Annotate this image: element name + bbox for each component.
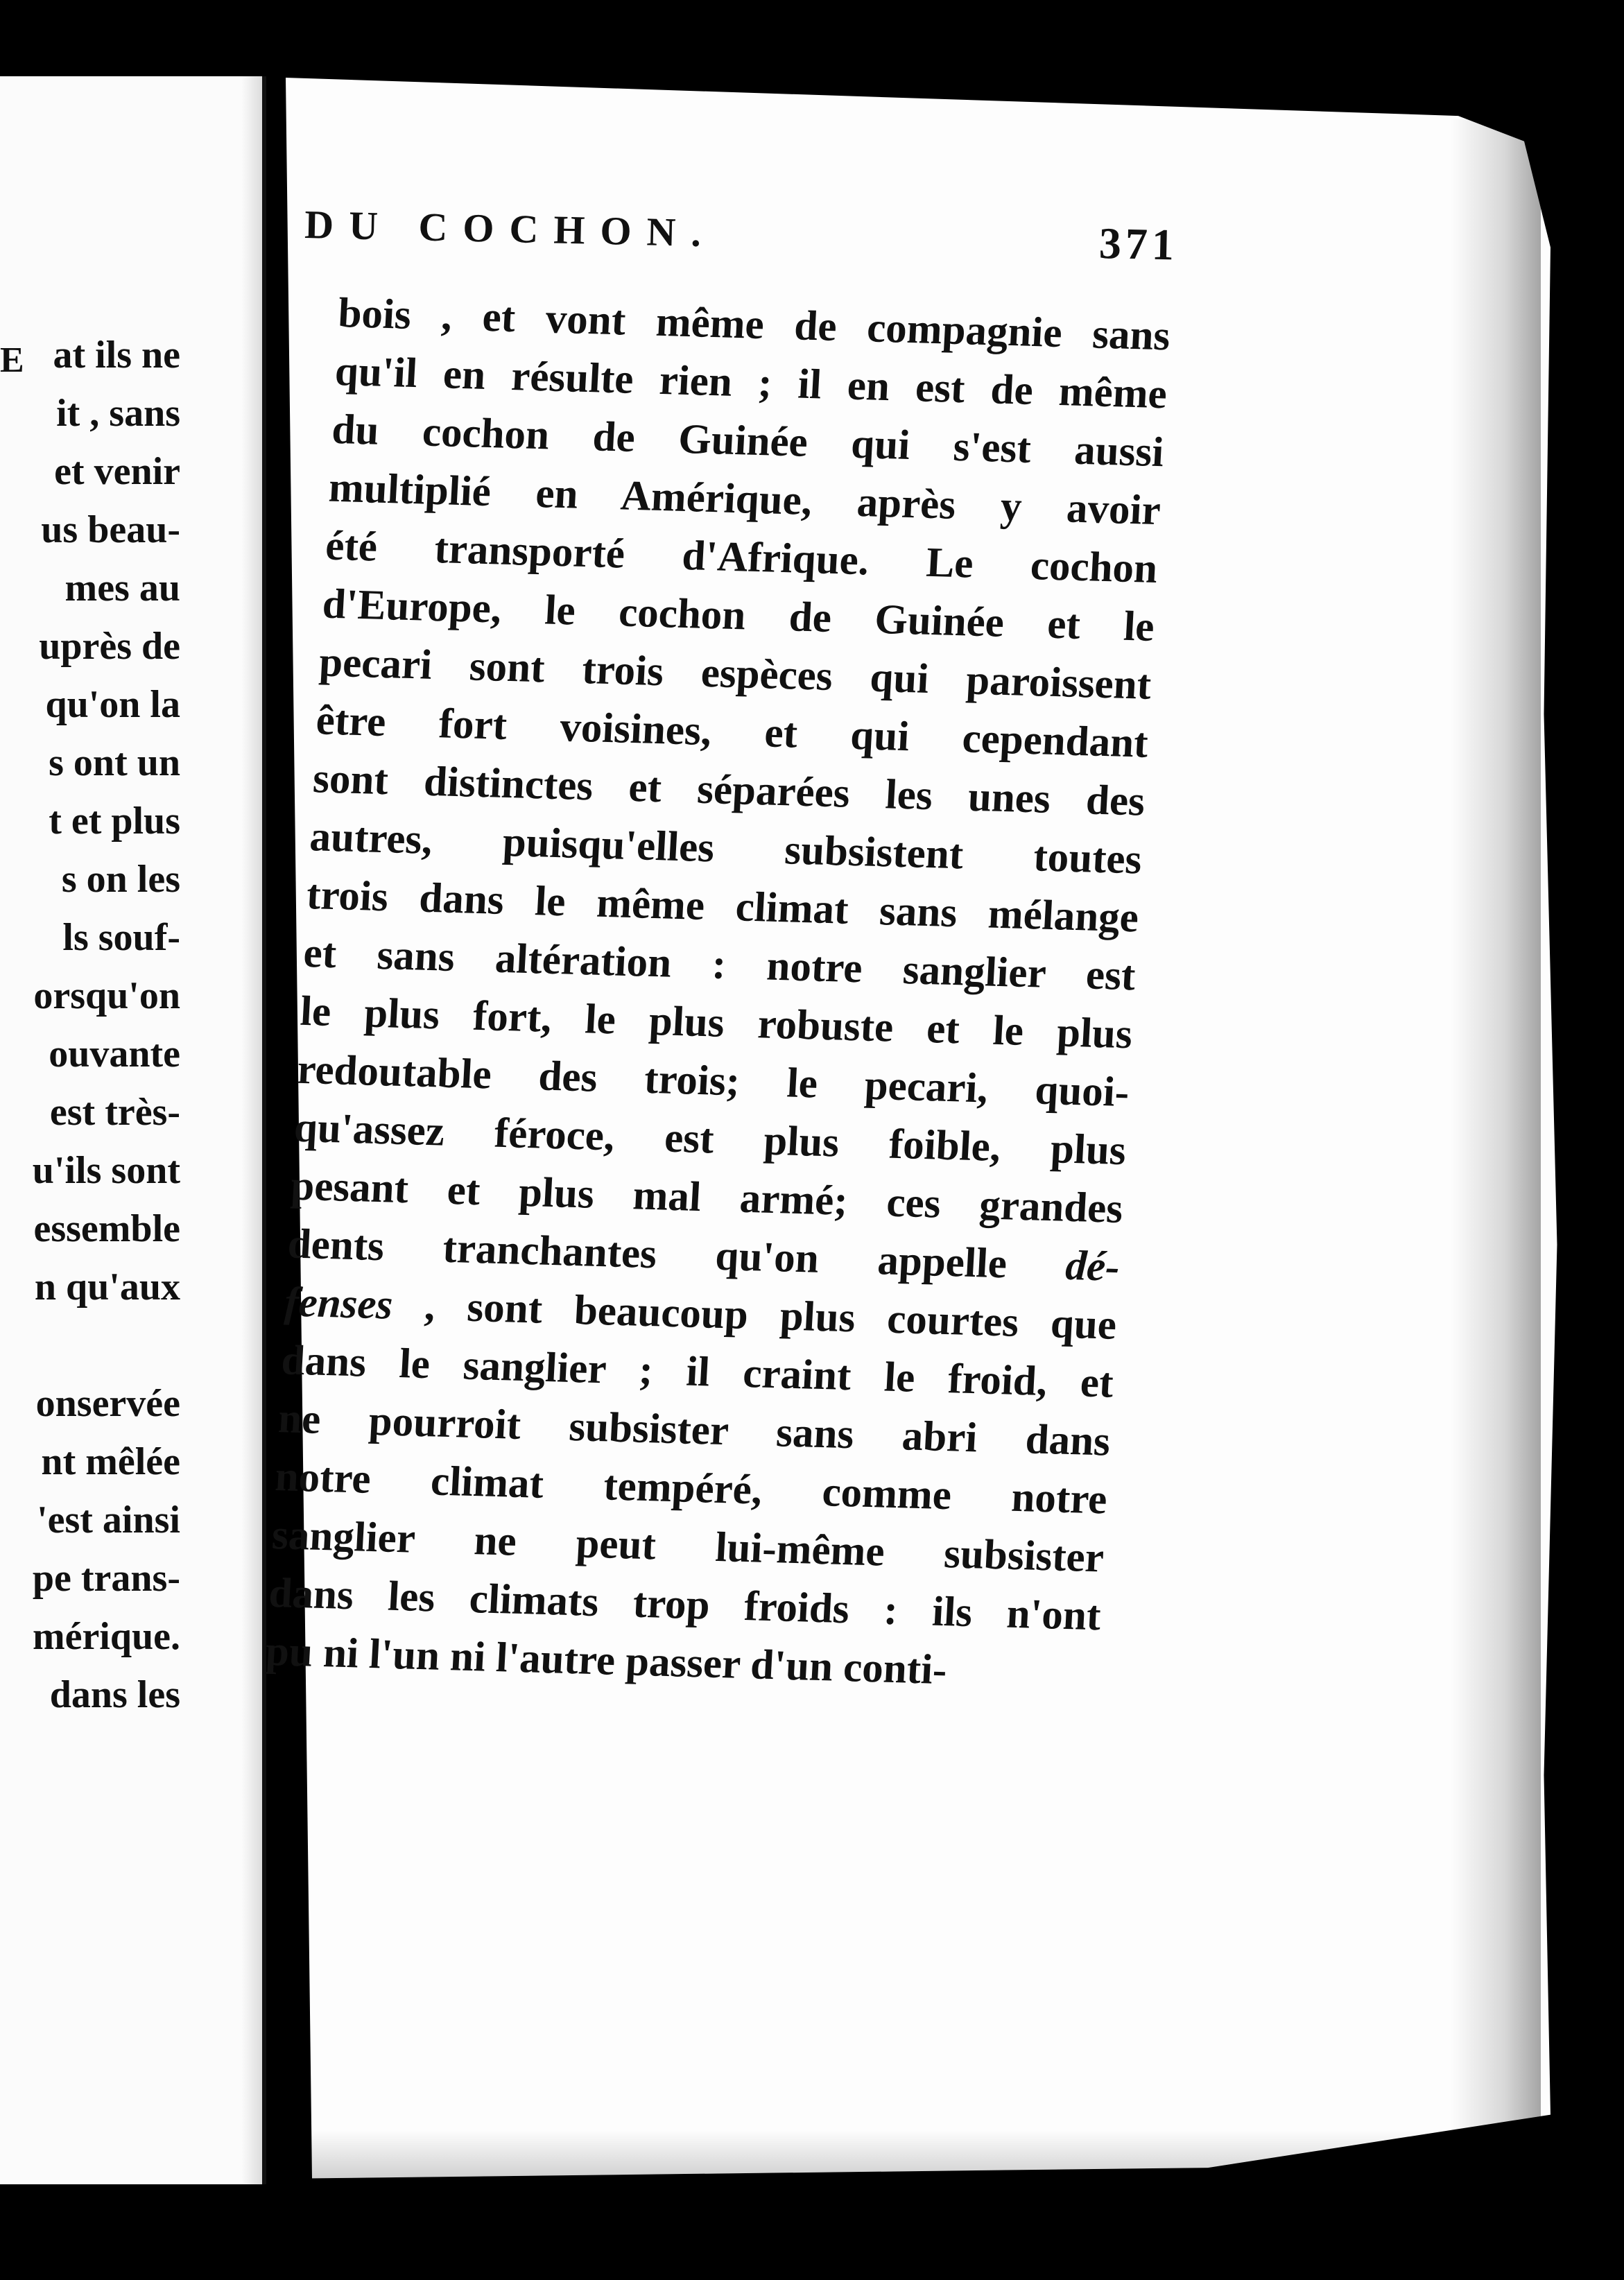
left-text-line: u'ils sont	[32, 1149, 180, 1192]
left-page	[0, 76, 266, 2184]
left-text-line: uprès de	[39, 625, 180, 668]
text-line: été transporté d'Afrique. Le cochon	[324, 522, 1159, 593]
text-line: sont distinctes et séparées les unes des	[311, 755, 1146, 825]
text-line: pesant et plus mal armé; ces grandes	[289, 1162, 1124, 1233]
left-text-line: 'est ainsi	[37, 1499, 180, 1541]
text-line: trois dans le même climat sans mélange	[305, 872, 1140, 942]
left-text-line: orsqu'on	[33, 974, 180, 1017]
left-text-line: essemble	[33, 1207, 180, 1250]
left-text-line: nt mêlée	[41, 1440, 180, 1483]
text-line: fenses , sont beaucoup plus courtes que	[283, 1279, 1118, 1349]
text-line: ne pourroit subsister sans abri dans	[277, 1395, 1112, 1465]
page-bottom-edge	[286, 2130, 1603, 2179]
text-line: bois , et vont même de compagnie sans	[336, 289, 1172, 360]
left-text-line: mérique.	[32, 1615, 180, 1658]
page-edge-stain	[1451, 119, 1541, 2172]
text-line: dents tranchantes qu'on appelle dé-	[286, 1220, 1121, 1290]
text-line: être fort voisines, et qui cependant	[315, 697, 1150, 767]
text-line: dans les climats trop froids : ils n'ont	[267, 1569, 1103, 1640]
left-text-line: t et plus	[49, 800, 180, 843]
gutter-shadow	[241, 76, 262, 2184]
left-page-text	[0, 326, 180, 1724]
left-text-line: dans les	[49, 1673, 180, 1716]
text-line: redoutable des trois; le pecari, quoi-	[295, 1046, 1131, 1116]
left-text-line: it , sans	[56, 392, 180, 435]
left-text-line: s ont un	[49, 741, 180, 784]
left-text-line: us beau-	[41, 508, 180, 551]
text-line: et sans altération : notre sanglier est	[302, 929, 1137, 1000]
text-line: autres, puisqu'elles subsistent toutes	[309, 813, 1143, 883]
text-line: notre climat tempéré, comme notre	[274, 1453, 1109, 1523]
left-text-line: ls souf-	[62, 916, 180, 959]
text-line: d'Europe, le cochon de Guinée et le	[321, 580, 1156, 650]
left-text-line: s on les	[61, 858, 180, 901]
left-text-line: est très-	[49, 1091, 180, 1134]
left-text-line: ouvante	[49, 1033, 180, 1076]
body-text	[264, 284, 1172, 1704]
left-text-line: mes au	[64, 567, 180, 610]
text-line: multiplié en Amérique, après y avoir	[327, 464, 1162, 535]
left-running-head-fragment: E	[0, 340, 24, 380]
running-title: DU COCHON.	[304, 201, 717, 256]
text-line: du cochon de Guinée qui s'est aussi	[330, 406, 1166, 476]
left-text-line: pe trans-	[32, 1557, 180, 1600]
left-text-line: et venir	[54, 450, 180, 493]
text-line: dans le sanglier ; il craint le froid, et	[280, 1337, 1115, 1407]
left-text-line	[0, 1316, 180, 1374]
left-text-line: qu'on la	[45, 683, 180, 726]
text-line: pu ni l'un ni l'autre passer d'un conti-	[264, 1627, 949, 1694]
text-line: qu'assez féroce, est plus foible, plus	[293, 1104, 1128, 1175]
text-line: le plus fort, le plus robuste et le plus	[299, 987, 1134, 1058]
text-line: pecari sont trois espèces qui paroissent	[318, 639, 1152, 709]
left-text-line: onservée	[35, 1382, 180, 1425]
page-number: 371	[1098, 218, 1179, 270]
left-text-line: n qu'aux	[34, 1266, 180, 1309]
text-line: sanglier ne peut lui-même subsister	[270, 1512, 1105, 1582]
text-line: qu'il en résulte rien ; il en est de même	[334, 347, 1168, 418]
left-text-line: at ils ne	[53, 334, 180, 377]
